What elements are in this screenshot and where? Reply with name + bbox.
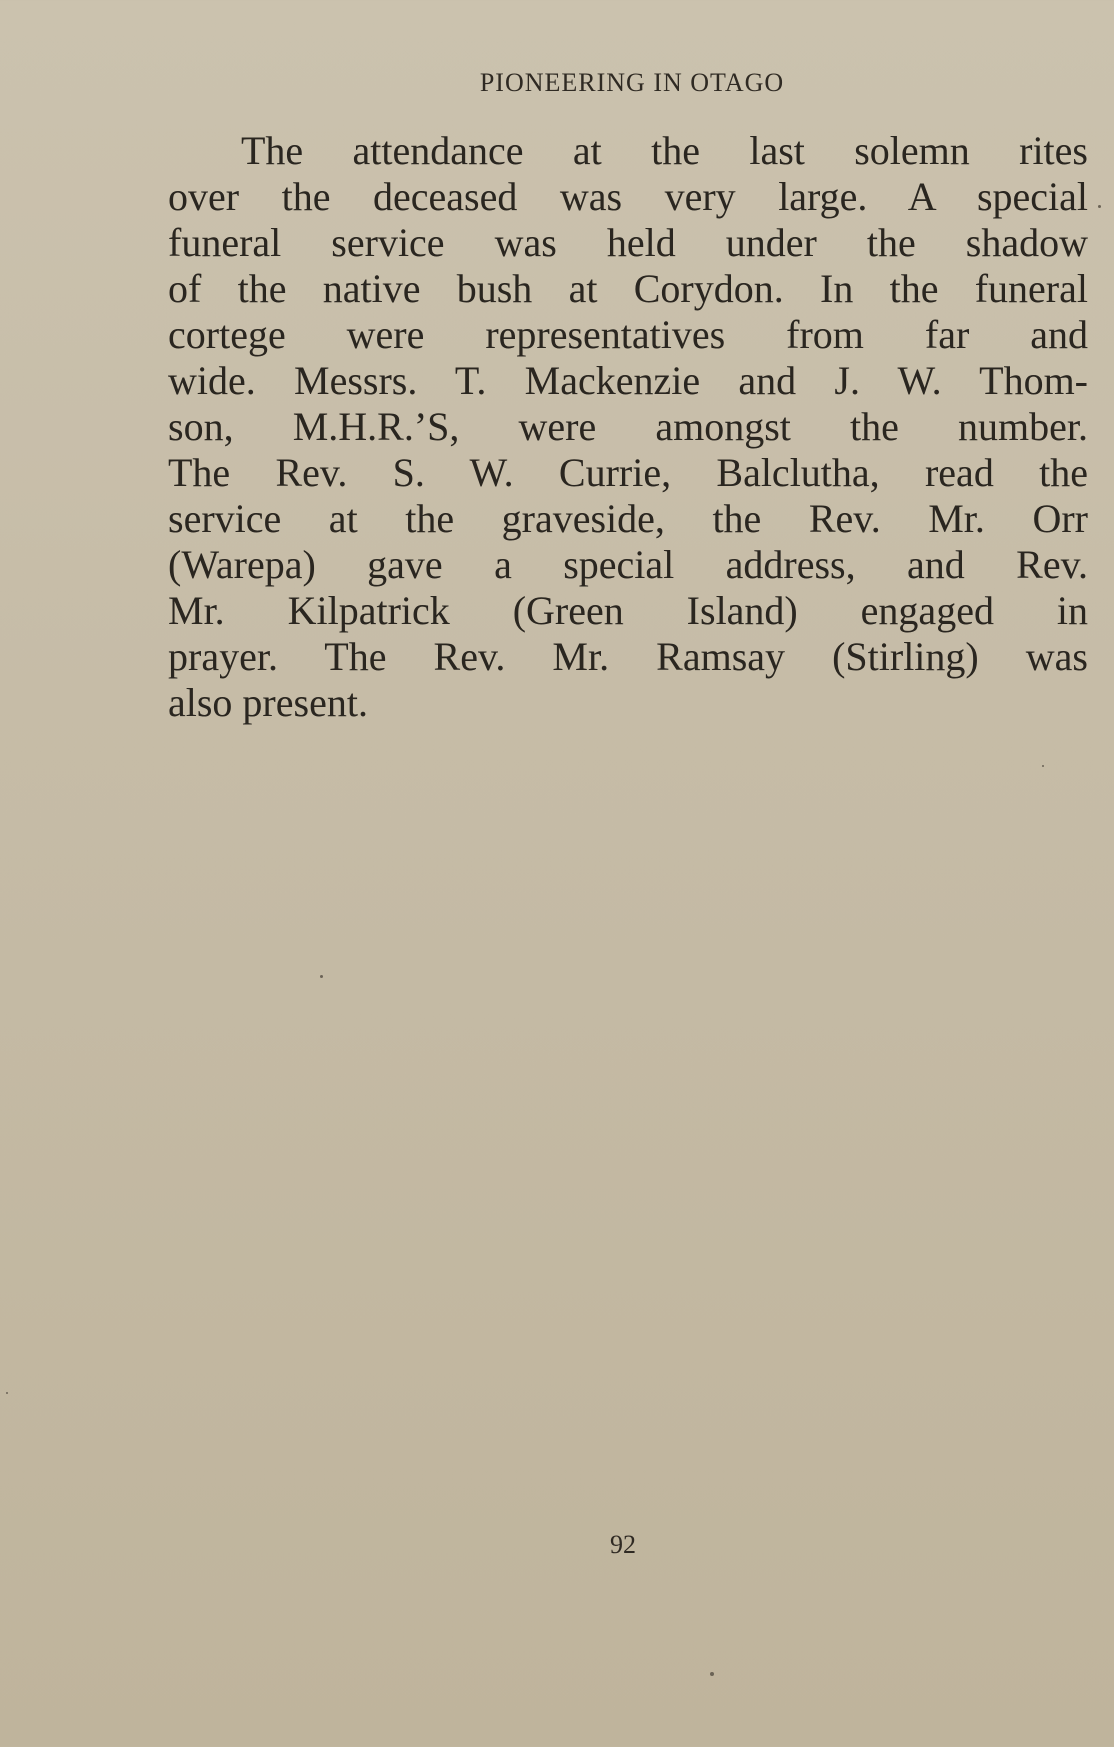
paper-speck bbox=[1098, 205, 1101, 208]
running-head: PIONEERING IN OTAGO bbox=[479, 68, 785, 97]
text-line: also present. bbox=[168, 680, 368, 725]
paper-speck bbox=[1042, 765, 1044, 767]
page-number: 92 bbox=[610, 1530, 636, 1559]
text-line: prayer. The Rev. Mr. Ramsay (Stirling) was bbox=[168, 634, 1088, 679]
text-line: wide. Messrs. T. Mackenzie and J. W. Thom- bbox=[168, 358, 1088, 403]
paper-speck bbox=[710, 1672, 714, 1676]
text-line: service at the graveside, the Rev. Mr. Orr bbox=[168, 496, 1088, 541]
text-line: cortege were representatives from far and bbox=[168, 312, 1088, 357]
body-paragraph bbox=[168, 128, 1088, 726]
text-line: son, M.H.R.’S, were amongst the number. bbox=[168, 404, 1088, 449]
text-line: funeral service was held under the shadow bbox=[168, 220, 1088, 265]
text-line: The Rev. S. W. Currie, Balclutha, read the bbox=[168, 450, 1088, 495]
paper-speck bbox=[6, 1392, 8, 1394]
text-line: Mr. Kilpatrick (Green Island) engaged in bbox=[168, 588, 1088, 633]
text-line: of the native bush at Corydon. In the funeral bbox=[168, 266, 1088, 311]
text-line: The attendance at the last solemn rites bbox=[241, 128, 1088, 173]
paper-speck bbox=[320, 975, 323, 978]
text-line: (Warepa) gave a special address, and Rev. bbox=[168, 542, 1088, 587]
text-line: over the deceased was very large. A special bbox=[168, 174, 1088, 219]
